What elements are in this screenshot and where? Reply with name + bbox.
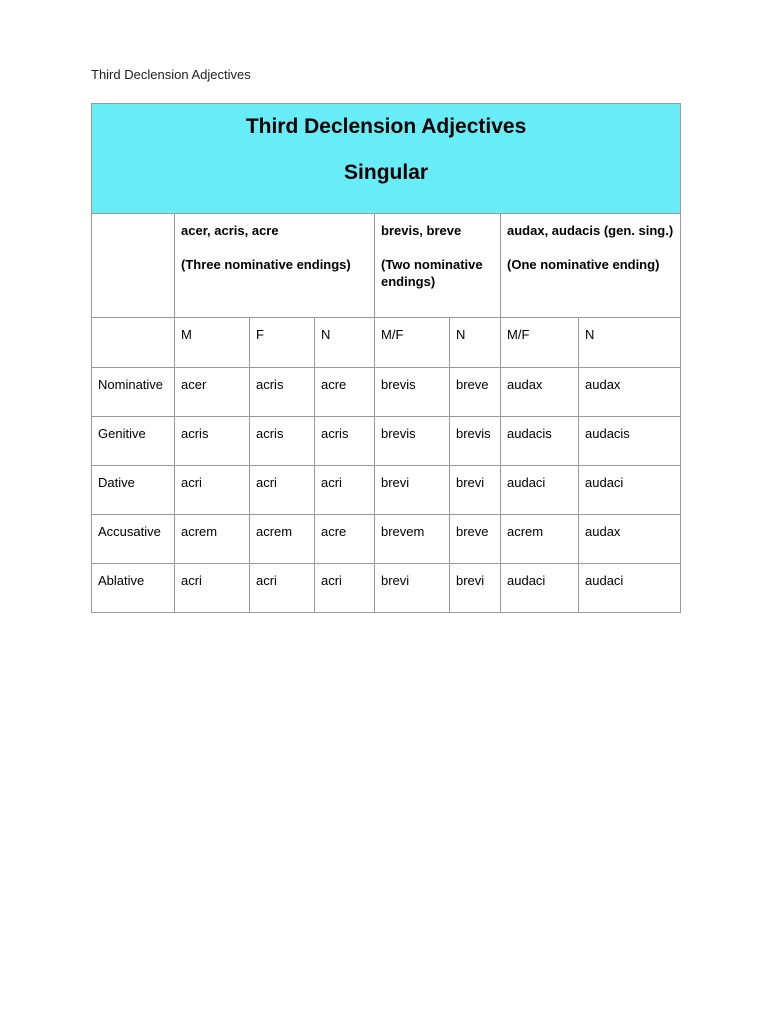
form-cell: acri — [175, 564, 250, 613]
group-forms: brevis, breve — [381, 223, 462, 238]
form-cell: breve — [450, 515, 501, 564]
table-row — [92, 515, 681, 564]
case-label: Ablative — [92, 564, 175, 613]
table-row — [92, 564, 681, 613]
gender-header-cell: F — [250, 318, 315, 368]
form-cell: acris — [250, 368, 315, 417]
gender-header-row — [92, 318, 681, 368]
form-cell: audax — [501, 368, 579, 417]
table-row — [92, 417, 681, 466]
table-title-cell — [92, 104, 681, 214]
group-note: (Three nominative endings) — [181, 257, 351, 272]
table-title: Third Declension Adjectives — [245, 115, 527, 138]
form-cell: audaci — [501, 564, 579, 613]
group-header-cell — [501, 214, 681, 318]
form-cell: acris — [315, 417, 375, 466]
form-cell: audacis — [579, 417, 681, 466]
form-cell: acris — [175, 417, 250, 466]
gender-header-cell: M/F — [375, 318, 450, 368]
form-cell: acrem — [501, 515, 579, 564]
table-subtitle: Singular — [344, 161, 429, 184]
group-forms: audax, audacis (gen. sing.) — [507, 223, 674, 238]
form-cell: brevis — [450, 417, 501, 466]
form-cell: acris — [250, 417, 315, 466]
group-note: (Two nominative endings) — [381, 257, 483, 289]
group-header-cell — [375, 214, 501, 318]
form-cell: acrem — [250, 515, 315, 564]
form-cell: acre — [315, 368, 375, 417]
form-cell: brevi — [450, 564, 501, 613]
gender-header-cell: M — [175, 318, 250, 368]
case-label: Dative — [92, 466, 175, 515]
gender-header-cell: M/F — [501, 318, 579, 368]
form-cell: acri — [250, 564, 315, 613]
case-label: Nominative — [92, 368, 175, 417]
table-row — [92, 466, 681, 515]
table-row — [92, 368, 681, 417]
form-cell: acre — [315, 515, 375, 564]
form-cell: acri — [175, 466, 250, 515]
table-title-row — [92, 104, 681, 214]
group-header-corner — [92, 214, 175, 318]
form-cell: brevi — [375, 564, 450, 613]
form-cell: acri — [315, 466, 375, 515]
form-cell: acrem — [175, 515, 250, 564]
group-header-cell — [175, 214, 375, 318]
case-label: Accusative — [92, 515, 175, 564]
form-cell: acri — [315, 564, 375, 613]
case-label: Genitive — [92, 417, 175, 466]
form-cell: brevem — [375, 515, 450, 564]
gender-header-cell: N — [579, 318, 681, 368]
form-cell: breve — [450, 368, 501, 417]
form-cell: audax — [579, 515, 681, 564]
form-cell: audaci — [579, 564, 681, 613]
form-cell: audacis — [501, 417, 579, 466]
form-cell: brevi — [450, 466, 501, 515]
form-cell: acri — [250, 466, 315, 515]
gender-header-cell: N — [450, 318, 501, 368]
form-cell: brevis — [375, 417, 450, 466]
gender-header-cell: N — [315, 318, 375, 368]
group-note: (One nominative ending) — [507, 257, 660, 272]
form-cell: audaci — [579, 466, 681, 515]
form-cell: acer — [175, 368, 250, 417]
form-cell: brevi — [375, 466, 450, 515]
form-cell: audaci — [501, 466, 579, 515]
form-cell: brevis — [375, 368, 450, 417]
form-cell: audax — [579, 368, 681, 417]
declension-table — [91, 103, 681, 613]
gender-header-corner — [92, 318, 175, 368]
document-heading: Third Declension Adjectives — [91, 67, 251, 82]
group-header-row — [92, 214, 681, 318]
group-forms: acer, acris, acre — [181, 223, 279, 238]
